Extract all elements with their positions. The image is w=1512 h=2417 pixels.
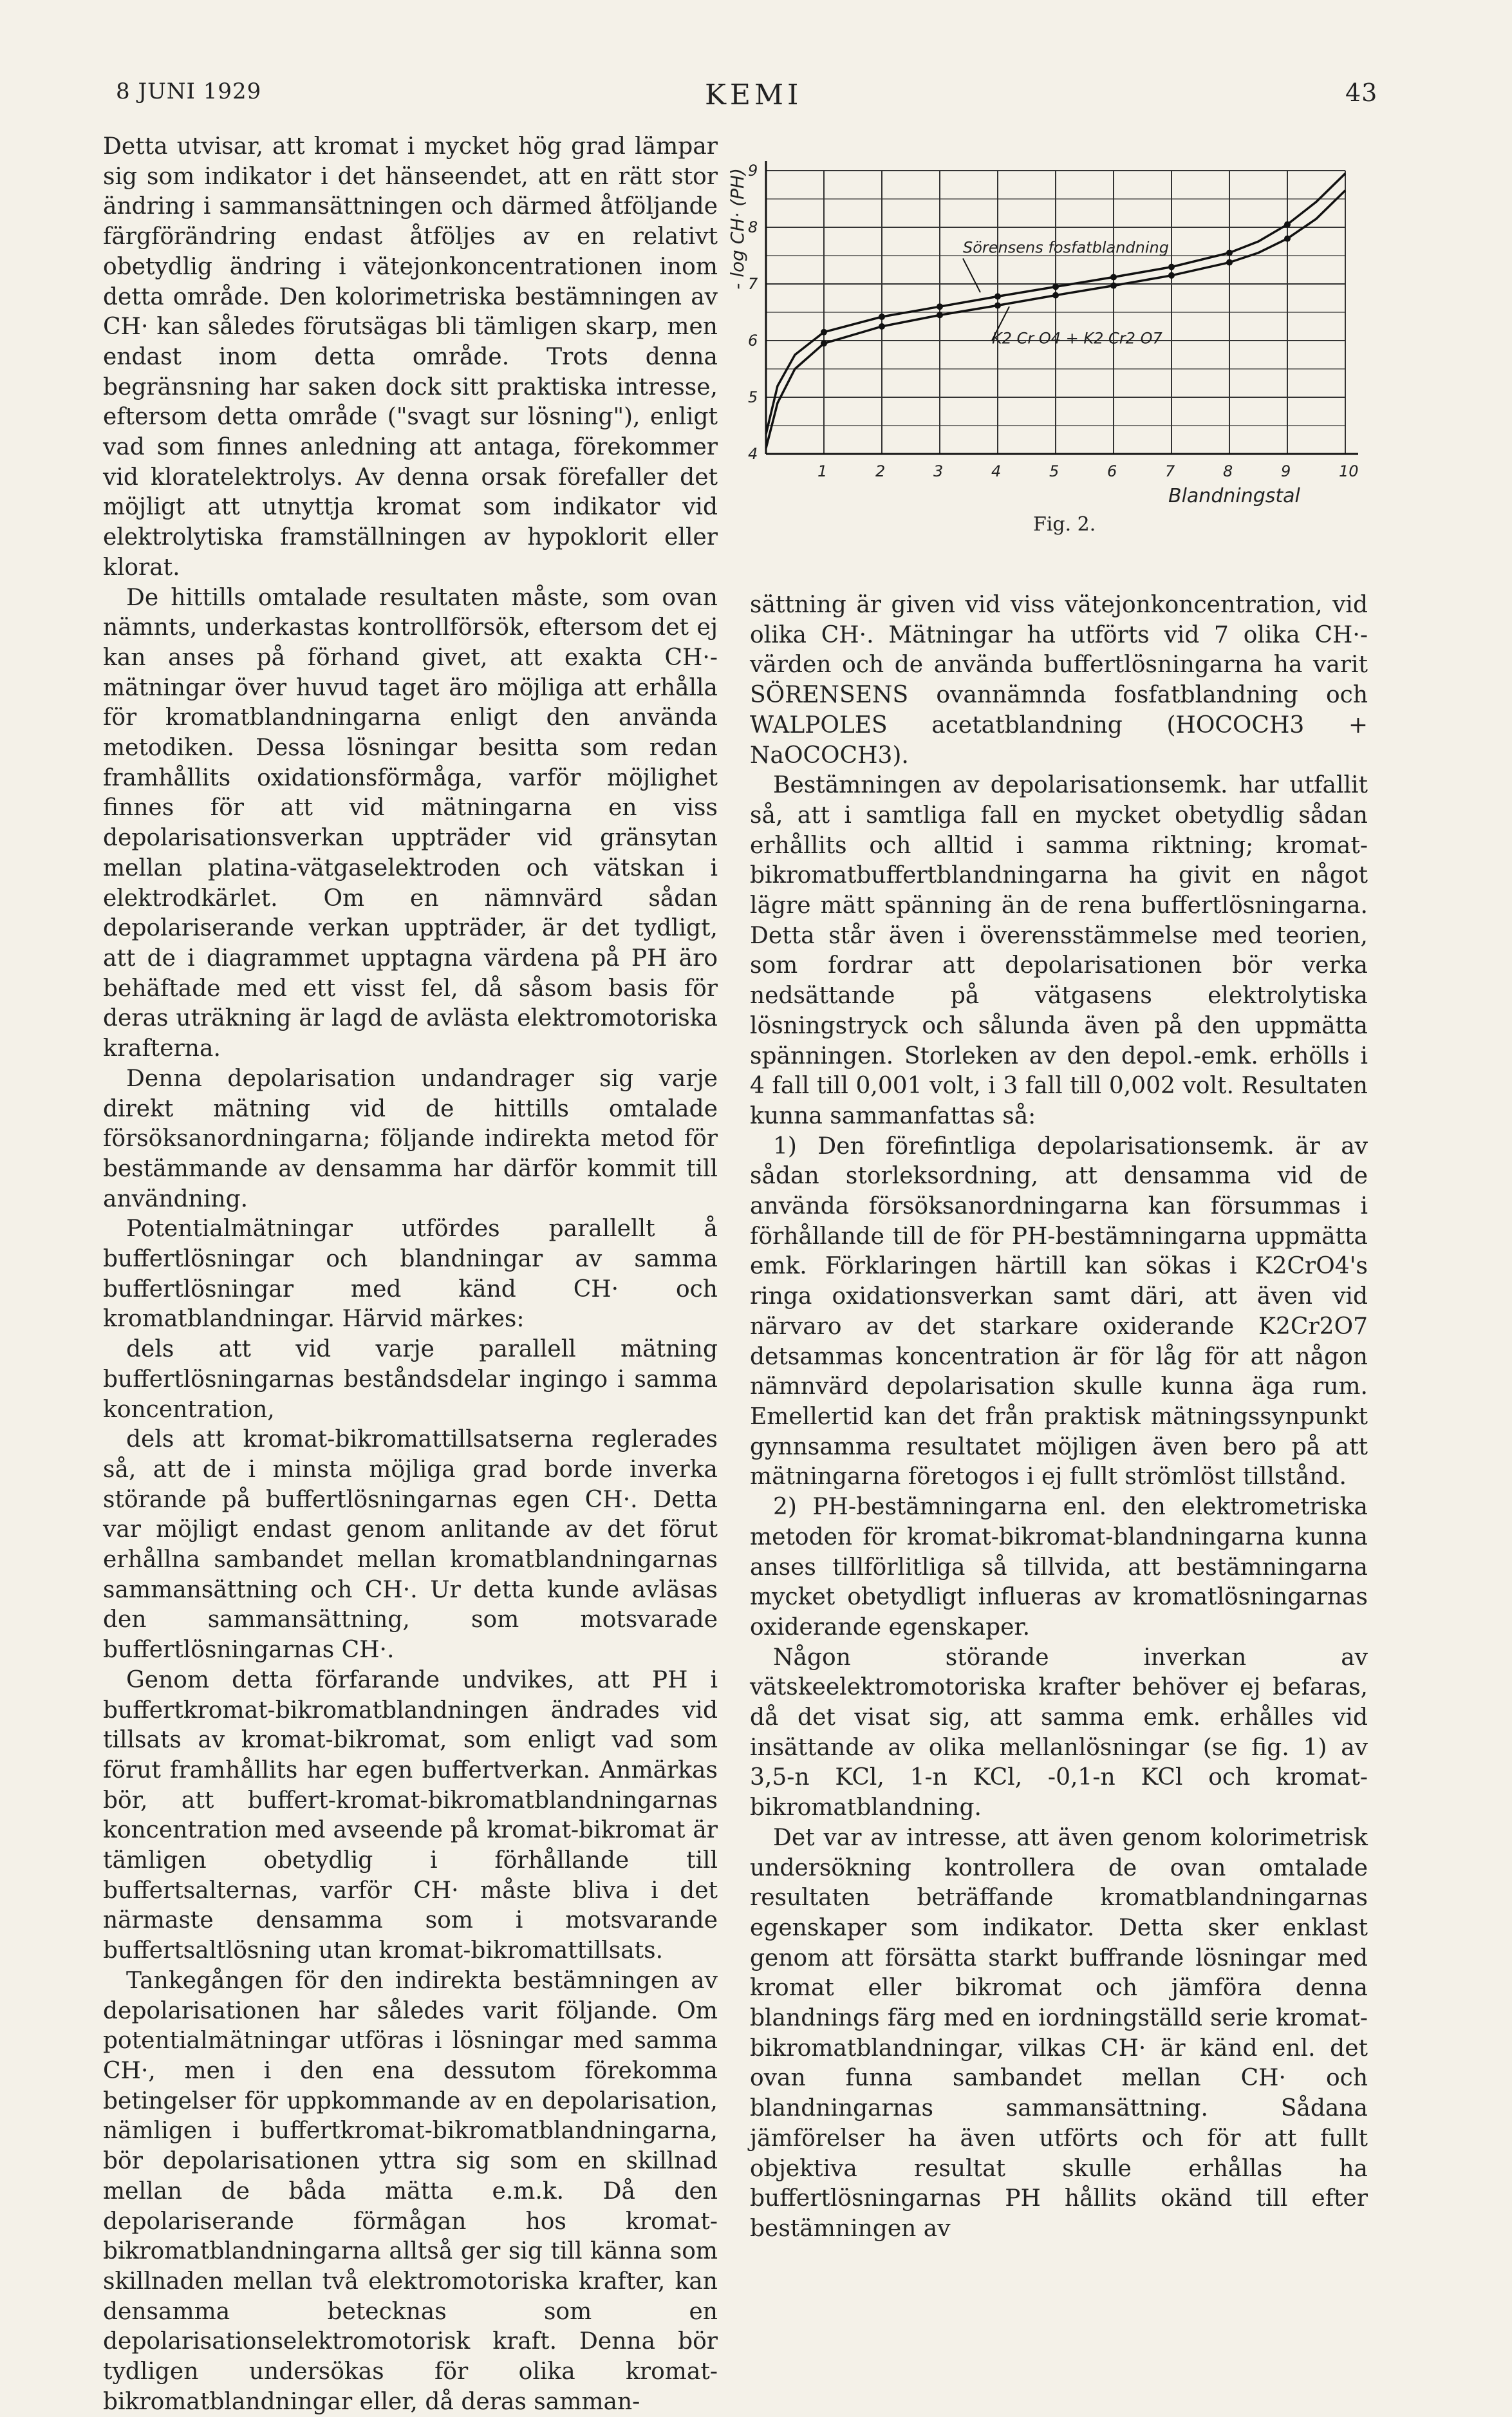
- figure-caption: Fig. 2.: [1033, 513, 1096, 536]
- x-axis-label: Blandningstal: [1168, 485, 1300, 507]
- data-point: [994, 293, 1001, 299]
- x-tick-label: 10: [1339, 462, 1359, 480]
- paragraph: Det var av intresse, att även genom kolorimetrisk undersökning kontrollera de ovan omtalade resultaten beträffande kromatblandningarnas egenskaper som indikator. Detta sker enklast genom att försätta starkt buffrande lösningar med kromat eller bikromat och jämföra denna blandnings färg med en iordningställd serie kromat-bikromatblandningar, vilkas CH· är känd enl. det ovan funna sambandet mellan CH· och blandningarnas sammansättning. Sådana jämförelser ha även utförts och för att fullt objektiva resultat skulle erhållas ha buffertlösningarnas PH hållits okänd till efter bestämningen av: [750, 1824, 1368, 2242]
- series-leader-line: [963, 258, 980, 292]
- x-tick-label: 4: [991, 462, 1002, 480]
- paragraph: De hittills omtalade resultaten måste, som ovan nämnts, underkastas kontrollförsök, eftersom det ej kan anses på förhand givet, att exakta CH·-mätningar över huvud taget äro möjliga att erhålla för kromatblandningarna enligt den använda metodiken. Dessa lösningar besitta som redan framhållits oxidationsförmåga, varför möjlighet finnes för att vid mätningarna en viss depolarisationsverkan uppträder vid gränsytan mellan platina-vätgaselektroden och vätskan i elektrodkärlet. Om en nämnvärd sådan depolariserande verkan uppträder, är det tydligt, att de i diagrammet upptagna värdena på PH äro behäftade med ett visst fel, då såsom basis för deras uträkning är lagd de avlästa elektromotoriska krafterna.: [103, 584, 718, 1062]
- data-point: [1284, 221, 1291, 228]
- right-column: [750, 590, 1368, 2244]
- data-point: [994, 302, 1001, 308]
- data-point: [821, 340, 827, 346]
- series-label: Sörensens fosfatblandning: [963, 238, 1169, 257]
- x-tick-label: 8: [1223, 462, 1233, 480]
- x-tick-label: 7: [1165, 462, 1175, 480]
- header-date: 8 JUNI 1929: [116, 79, 262, 104]
- header-page-number: 43: [1345, 79, 1378, 107]
- y-tick-label: 7: [748, 275, 758, 293]
- paragraph: Denna depolarisation undandrager sig varje direkt mätning vid de hittills omtalade försöksanordningarna; följande indirekta metod för bestämmande av densamma har därför kommit till användning.: [103, 1065, 718, 1212]
- paragraph: 2) PH-bestämningarna enl. den elektrometriska metoden för kromat-bikromat-blandningarna kunna anses tillförlitliga så tillvida, att bestämningarna mycket obetydligt influeras av kromatlösningarnas oxiderande egenskaper.: [750, 1494, 1368, 1641]
- paragraph: dels att vid varje parallell mätning buffertlösningarnas beståndsdelar ingingo i samma koncentration,: [103, 1336, 718, 1423]
- data-point: [1110, 274, 1117, 280]
- paragraph: Genom detta förfarande undvikes, att PH i buffertkromat-bikromatblandningen ändrades vid tillsats av kromat-bikromat, som enligt vad som förut framhållits har egen buffertverkan. Anmärkas bör, att buffert-kromat-bikromatblandningarnas koncentration med avseende på kromat-bikromat är tämligen obetydlig i förhållande till buffertsalternas, varför CH· måste bliva i det närmaste densamma som i motsvarande buffertsaltlösning utan kromat-bikromattillsats.: [103, 1666, 718, 1964]
- data-point: [1226, 259, 1233, 266]
- figure-2-chart: [727, 145, 1377, 544]
- data-point: [821, 329, 827, 335]
- data-point: [1052, 283, 1059, 290]
- data-point: [1226, 250, 1233, 256]
- data-point: [1284, 236, 1291, 242]
- y-tick-label: 5: [748, 388, 758, 406]
- data-point: [1052, 292, 1059, 299]
- data-point: [1168, 272, 1175, 279]
- paragraph: Potentialmätningar utfördes parallellt å buffertlösningar och blandningar av samma buffertlösningar med känd CH· och kromatblandningar. Härvid märkes:: [103, 1216, 718, 1333]
- x-tick-label: 6: [1107, 462, 1117, 480]
- data-point: [937, 312, 943, 318]
- x-tick-label: 5: [1049, 462, 1059, 480]
- left-column: [103, 132, 718, 2417]
- x-tick-label: 2: [875, 462, 886, 480]
- y-tick-label: 9: [748, 162, 758, 180]
- series-label: K2 Cr O4 + K2 Cr2 O7: [992, 329, 1162, 348]
- data-point: [1168, 264, 1175, 270]
- x-tick-label: 3: [933, 462, 944, 480]
- x-tick-label: 9: [1281, 462, 1291, 480]
- y-tick-label: 6: [748, 332, 758, 350]
- paragraph: 1) Den förefintliga depolarisationsemk. är av sådan storleksordning, att densamma vid de använda försöksanordningarna kan försummas i förhållande till de för PH-bestämningarna uppmätta emk. Förklaringen härtill kan sökas i K2CrO4's ringa oxidationsverkan samt däri, att även vid närvaro av det starkare oxiderande K2Cr2O7 detsammas koncentration är för låg för att någon nämnvärd depolarisation skulle kunna äga rum. Emellertid kan det från praktisk mätningssynpunkt gynnsamma resultatet möjligen även bero på att mätningarna företogos i ej fullt strömlöst tillstånd.: [750, 1133, 1368, 1491]
- data-point: [879, 314, 885, 320]
- y-axis-label: - log CH· (PH): [727, 168, 748, 290]
- y-tick-label: 8: [748, 218, 758, 236]
- paragraph: dels att kromat-bikromattillsatserna reglerades så, att de i minsta möjliga grad borde inverka störande på buffertlösningarnas egen CH·. Detta var möjligt endast genom anlitande av det förut erhållna sambandet mellan kromatblandningarnas sammansättning och CH·. Ur detta kunde avläsas den sammansättning, som motsvarade buffertlösningarnas CH·.: [103, 1426, 718, 1664]
- paragraph: Detta utvisar, att kromat i mycket hög grad lämpar sig som indikator i det hänseendet, att en rätt stor ändring i sammansättningen och därmed åtföljande färgförändring endast åtföljes av en relativt obetydlig ändring i vätejonkoncentrationen inom detta område. Den kolorimetriska bestämningen av CH· kan således förutsägas bli tämligen skarp, men endast inom detta område. Trots denna begränsning har saken dock sitt praktiska intresse, eftersom detta område ("svagt sur lösning"), enligt vad som finnes anledning att antaga, förekommer vid kloratelektrolys. Av denna orsak förefaller det möjligt att utnyttja kromat som indikator vid elektrolytiska framställningen av hypoklorit eller klorat.: [103, 133, 718, 581]
- paragraph: sättning är given vid viss vätejonkoncentration, vid olika CH·. Mätningar ha utförts vid 7 olika CH·-värden och de använda buffertlösningarna ha varit SÖRENSENS ovannämnda fosfatblandning och WALPOLES acetatblandning (HOCOCH3 + NaOCOCH3).: [750, 592, 1368, 769]
- data-point: [937, 303, 943, 310]
- paragraph: Bestämningen av depolarisationsemk. har utfallit så, att i samtliga fall en mycket obetydlig sådan erhållits och alltid i samma riktning; kromat-bikromatbuffertblandningarna ha givit en något lägre mätt spänning än de rena buffertlösningarna. Detta står även i överensstämmelse med teorien, som fordrar att depolarisationen bör verka nedsättande på vätgasens elektrolytiska lösningstryck och sålunda även på den uppmätta spänningen. Storleken av den depol.-emk. erhölls i 4 fall till 0,001 volt, i 3 fall till 0,002 volt. Resultaten kunna sammanfattas så:: [750, 772, 1368, 1129]
- paragraph: Tankegången för den indirekta bestämningen av depolarisationen har således varit följande. Om potentialmätningar utföras i lösningar med samma CH·, men i den ena dessutom förekomma betingelser för uppkommande av en depolarisation, nämligen i buffertkromat-bikromatblandningarna, bör depolarisationen yttra sig som en skillnad mellan de båda mätta e.m.k. Då den depolariserande förmågan hos kromat-bikromatblandningarna alltså ger sig till känna som skillnaden mellan två elektromotoriska krafter, kan densamma betecknas som en depolarisationselektromotorisk kraft. Denna bör tydligen undersökas för olika kromat-bikromatblandningar eller, då deras samman-: [103, 1967, 718, 2415]
- x-tick-label: 1: [817, 462, 828, 480]
- data-point: [1110, 283, 1117, 289]
- y-tick-label: 4: [748, 445, 758, 463]
- data-point: [879, 323, 885, 330]
- paragraph: Någon störande inverkan av vätskeelektromotoriska krafter behöver ej befaras, då det visat sig, att samma emk. erhålles vid insättande av olika mellanlösningar (se fig. 1) av 3,5-n KCl, 1-n KCl, -0,1-n KCl och kromat-bikromatblandning.: [750, 1644, 1368, 1821]
- header-journal-title: KEMI: [705, 79, 803, 111]
